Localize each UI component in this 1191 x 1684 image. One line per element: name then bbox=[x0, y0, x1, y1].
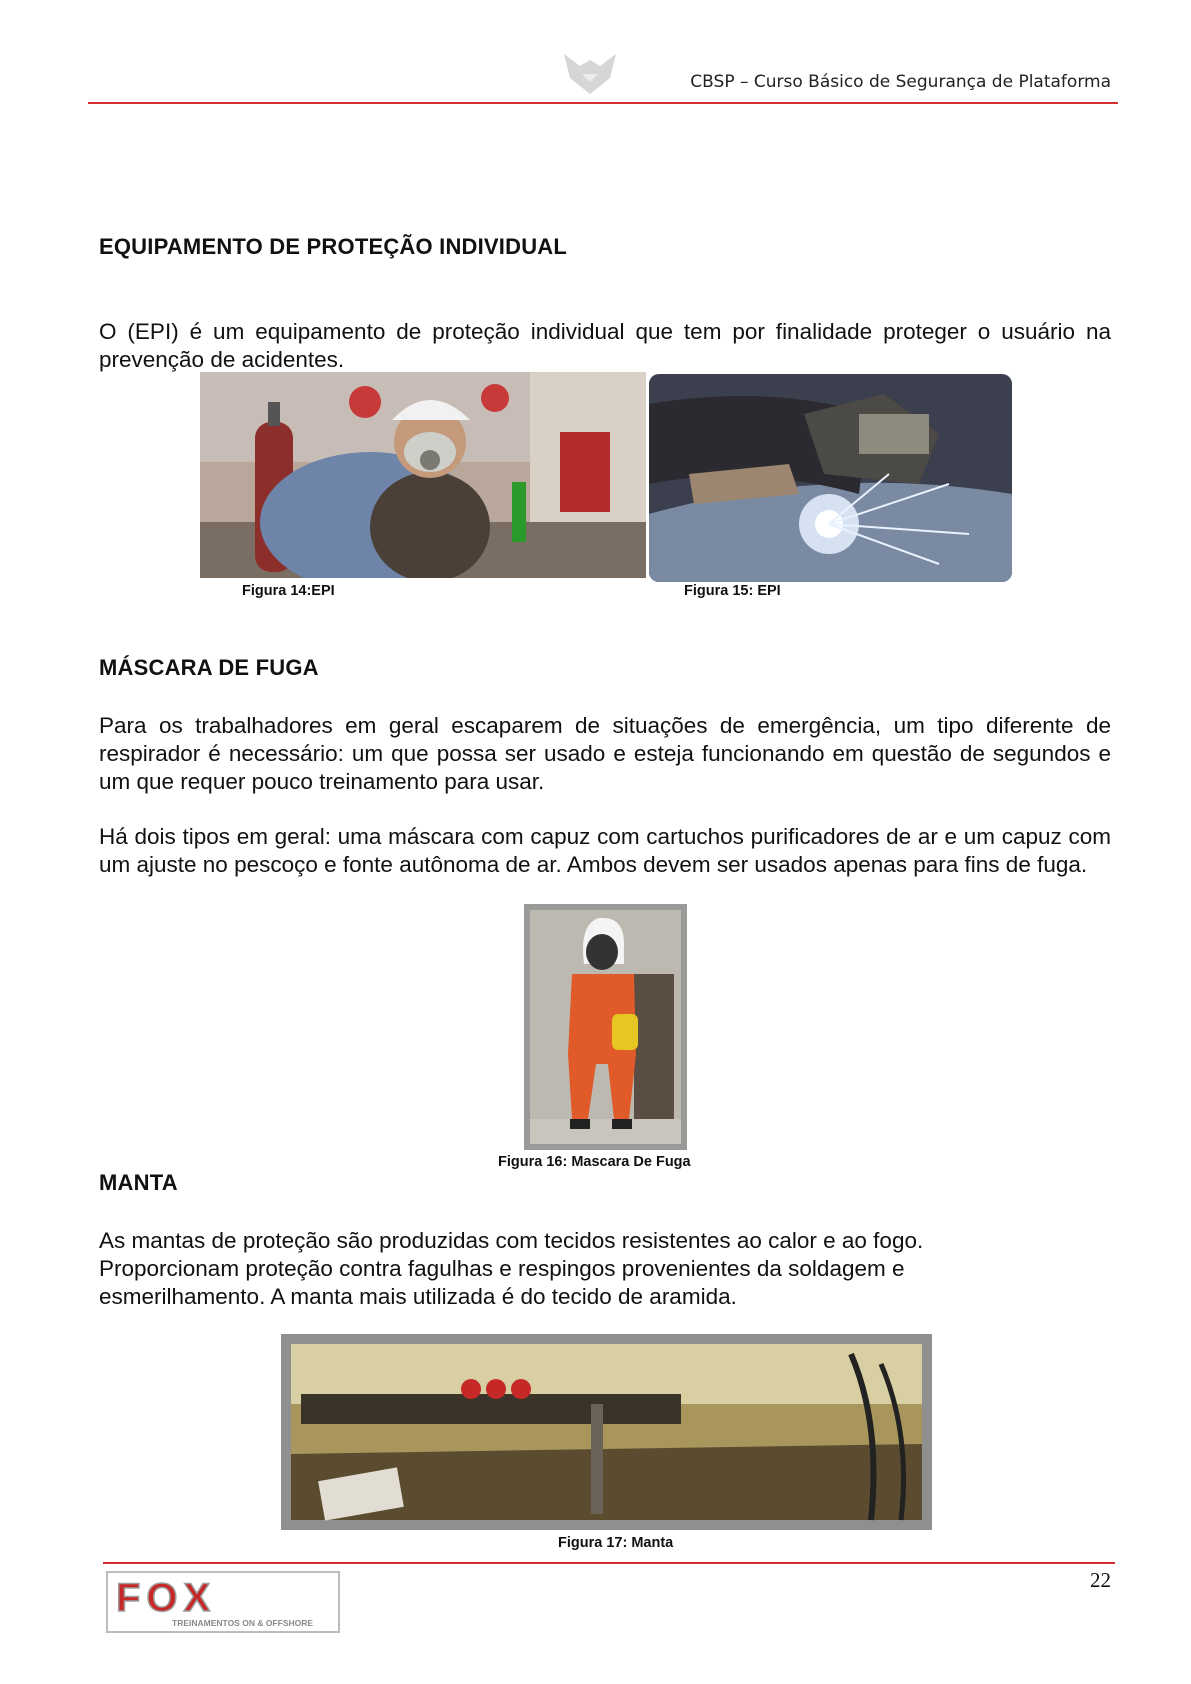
mascara-paragraph-2: Há dois tipos em geral: uma máscara com capuz com cartuchos purificadores de ar e um capuz com um ajuste no pescoço e fonte autônoma de ar. Ambos devem ser usados apenas para fins de fuga. bbox=[99, 824, 1111, 877]
epi-paragraph: O (EPI) é um equipamento de proteção individual que tem por finalidade proteger o usuário na prevenção de acidentes. bbox=[99, 319, 1111, 372]
figure-15-caption: Figura 15: EPI bbox=[684, 583, 781, 599]
manta-paragraph bbox=[99, 1227, 1111, 1311]
fox-logo-text: FOX bbox=[116, 1576, 217, 1620]
figure-14-caption: Figura 14:EPI bbox=[242, 583, 335, 599]
section-heading-mascara: MÁSCARA DE FUGA bbox=[99, 655, 319, 680]
page-number: 22 bbox=[1090, 1568, 1111, 1592]
figure-16-caption: Figura 16: Mascara De Fuga bbox=[498, 1154, 691, 1170]
mascara-paragraph-1: Para os trabalhadores em geral escaparem de situações de emergência, um tipo diferente de respirador é necessário: um que possa ser usado e esteja funcionando em questão de segundos e um que requer pouco treinamento para usar. bbox=[99, 713, 1111, 794]
manta-paragraph-line-1: As mantas de proteção são produzidas com tecidos resistentes ao calor e ao fogo. bbox=[99, 1228, 924, 1253]
header-divider bbox=[88, 102, 1118, 104]
figure-14-epi-photo bbox=[200, 372, 646, 578]
fox-logo-tagline: TREINAMENTOS ON & OFFSHORE bbox=[172, 1618, 314, 1628]
figure-17-blanket-photo bbox=[281, 1334, 932, 1530]
figure-15-welding-photo bbox=[649, 374, 1012, 582]
figure-17-caption: Figura 17: Manta bbox=[558, 1535, 674, 1551]
section-heading-epi: EQUIPAMENTO DE PROTEÇÃO INDIVIDUAL bbox=[99, 234, 568, 259]
manta-paragraph-line-2: Proporcionam proteção contra fagulhas e respingos provenientes da soldagem e bbox=[99, 1256, 905, 1281]
header-title: CBSP – Curso Básico de Segurança de Plataforma bbox=[690, 72, 1111, 92]
fox-logo bbox=[106, 1571, 340, 1633]
fox-head-icon bbox=[560, 48, 620, 98]
figure-16-escape-mask-photo bbox=[524, 904, 687, 1150]
manta-paragraph-line-3: esmerilhamento. A manta mais utilizada é do tecido de aramida. bbox=[99, 1284, 737, 1309]
section-heading-manta: MANTA bbox=[99, 1170, 178, 1195]
footer-divider bbox=[103, 1562, 1115, 1564]
